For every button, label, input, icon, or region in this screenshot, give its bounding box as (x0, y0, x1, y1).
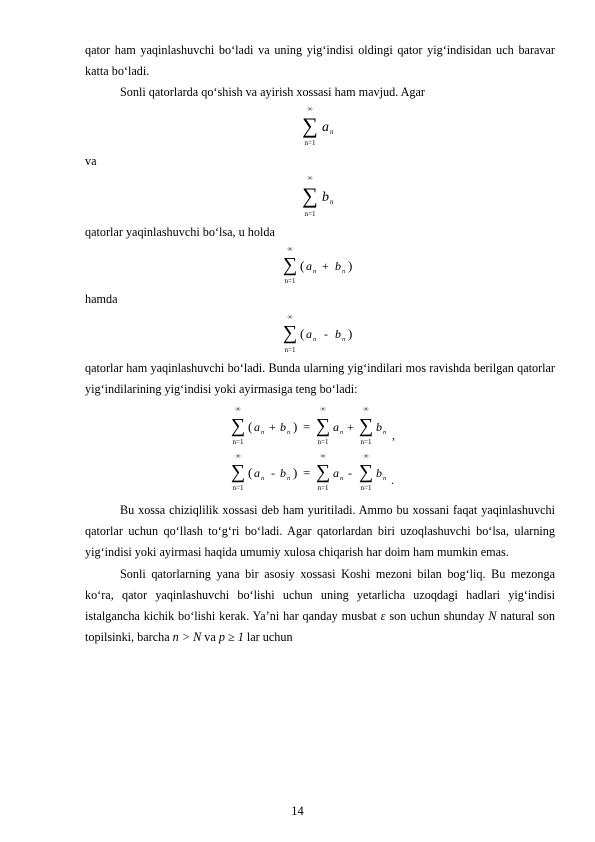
page-content (85, 40, 555, 648)
left-paren: ( (248, 465, 253, 480)
sigma-symbol: ∑ (302, 183, 318, 208)
term-b: b (376, 466, 382, 480)
term-a-subscript: n (313, 336, 317, 343)
p-geq-1-expression: p ≥ 1 (218, 630, 244, 644)
sum-lower-limit: n=1 (232, 484, 244, 492)
term-b: b (280, 420, 286, 434)
paragraph-1: qator ham yaqinlashuvchi bo‘ladi va uning yig‘indisi oldingi qator yig‘indisidan uch baravar katta bo‘ladi. (85, 43, 555, 78)
sum-lower-limit: n=1 (284, 346, 296, 354)
sum-lower-limit: n=1 (317, 438, 329, 446)
left-paren: ( (300, 326, 305, 341)
rhs-sum-b (359, 452, 373, 492)
term-b: b (335, 327, 341, 341)
sum-upper-limit: ∞ (320, 452, 326, 460)
sigma-symbol: ∑ (282, 322, 298, 344)
paragraph-7: Bu xossa chiziqlilik xossasi deb ham yuritiladi. Ammo bu xossani faqat yaqinlashuvchi qatorlar uchun qo‘llash to‘g‘ri bo‘ladi. Agar qatorlardan biri uzoqlashuvchi bo‘lsa, ularning yig‘indisi yoki ayirmasi haqida umumiy xulosa chiqarish har doim ham mumkin emas. (85, 503, 555, 559)
sigma-symbol: ∑ (302, 113, 318, 138)
N-symbol: N (488, 609, 497, 623)
paragraph-8-va: va (204, 630, 216, 644)
formula-linearity-difference (85, 451, 555, 495)
term-b-subscript: n (342, 268, 346, 275)
n-greater-N-expression: n > N (172, 630, 202, 644)
sigma-symbol: ∑ (315, 461, 331, 483)
paragraph-8-text: Sonli qatorlarning yana bir asosiy xossasi Koshi mezoni bilan bog‘liq. Bu mezonga ko‘ra, qator yaqinlashuvchi bo‘lishi uchun uning yetarlicha uzoqdagi hadlari yig‘indisi istalgancha kichik bo‘lishi kerak. Ya’ni har qanday musbat (85, 567, 555, 623)
paragraph-3: va (85, 154, 97, 168)
equals-sign: = (303, 419, 311, 434)
term-b: b (322, 190, 329, 205)
minus-sign: - (348, 466, 352, 480)
paragraph-8-after-epsilon: son uchun shunday (389, 609, 485, 623)
period: . (391, 473, 394, 487)
term-b-subscript: n (342, 336, 346, 343)
comma: , (392, 428, 395, 442)
term-b-subscript: n (383, 475, 387, 482)
term-a-subscript: n (261, 475, 265, 482)
sum-upper-limit: ∞ (307, 174, 313, 182)
term-b: b (280, 466, 286, 480)
rhs-sum-a (316, 405, 330, 446)
paragraph-6: qatorlar ham yaqinlashuvchi bo‘ladi. Bunda ularning yig‘indilari mos ravishda berilgan qatorlar yig‘indilarining yig‘indisi yoki ayirmasiga teng bo‘ladi: (85, 361, 555, 396)
sigma-symbol: ∑ (230, 415, 246, 437)
term-b: b (376, 420, 382, 434)
equals-sign: = (303, 465, 311, 480)
formula-sum-a-svg (300, 103, 340, 151)
minus-sign: - (271, 466, 275, 480)
paragraph-8-after-N: natural son topilsinki, barcha (85, 609, 555, 644)
paragraph-2: Sonli qatorlarda qo‘shish va ayirish xossasi ham mavjud. Agar (120, 85, 425, 99)
formula-sum-b (85, 172, 555, 222)
term-a-subscript: n (330, 128, 334, 136)
minus-sign: - (324, 327, 328, 341)
epsilon-symbol: ε (380, 609, 386, 623)
formula-sum-a-plus-b-svg (282, 243, 358, 289)
paragraph-4: qatorlar yaqinlashuvchi bo‘lsa, u holda (85, 225, 275, 239)
formula-sum-a-plus-b (85, 243, 555, 289)
term-b-subscript: n (383, 429, 387, 436)
formula-linearity-sum (85, 403, 555, 451)
term-a: a (333, 466, 339, 480)
sum-upper-limit: ∞ (287, 245, 293, 253)
sigma-symbol: ∑ (282, 254, 298, 276)
term-a: a (254, 466, 260, 480)
sum-upper-limit: ∞ (287, 313, 293, 321)
lhs-sum (231, 452, 245, 492)
sum-upper-limit: ∞ (307, 105, 313, 113)
sum-upper-limit: ∞ (235, 405, 241, 413)
term-b-subscript: n (287, 429, 291, 436)
term-a: a (322, 120, 329, 135)
plus-sign: + (322, 259, 329, 273)
sigma-symbol: ∑ (315, 415, 331, 437)
term-a-subscript: n (261, 429, 265, 436)
sum-upper-limit: ∞ (363, 405, 369, 413)
sum-upper-limit: ∞ (235, 452, 241, 460)
term-b: b (335, 259, 341, 273)
term-b-subscript: n (330, 198, 334, 206)
rhs-sum-b (359, 405, 373, 446)
right-paren: ) (293, 419, 298, 434)
formula-linearity-sum-svg (230, 403, 410, 451)
sum-lower-limit: n=1 (360, 438, 372, 446)
sigma-symbol: ∑ (230, 461, 246, 483)
sum-upper-limit: ∞ (320, 405, 326, 413)
formula-sum-a (85, 103, 555, 151)
sigma-symbol: ∑ (358, 415, 374, 437)
plus-sign: + (347, 420, 354, 434)
term-a: a (254, 420, 260, 434)
page-number: 14 (291, 804, 304, 818)
sum-lower-limit: n=1 (284, 277, 296, 285)
formula-sum-b-svg (300, 172, 340, 222)
term-a: a (333, 420, 339, 434)
term-a-subscript: n (340, 475, 344, 482)
term-a-subscript: n (340, 429, 344, 436)
formula-linearity-difference-svg (230, 451, 410, 495)
sum-lower-limit: n=1 (304, 210, 316, 218)
sum-lower-limit: n=1 (317, 484, 329, 492)
paragraph-8-end: lar uchun (246, 630, 293, 644)
left-paren: ( (248, 419, 253, 434)
term-a: a (306, 259, 312, 273)
term-b-subscript: n (287, 475, 291, 482)
sum-lower-limit: n=1 (232, 438, 244, 446)
sigma-symbol: ∑ (358, 461, 374, 483)
formula-sum-a-minus-b-svg (282, 310, 358, 358)
sum-lower-limit: n=1 (360, 484, 372, 492)
term-a: a (306, 327, 312, 341)
right-paren: ) (348, 326, 353, 341)
formula-sum-a-minus-b (85, 310, 555, 358)
paragraph-5: hamda (85, 292, 118, 306)
lhs-sum (231, 405, 245, 446)
plus-sign: + (269, 420, 276, 434)
left-paren: ( (300, 258, 305, 273)
rhs-sum-a (316, 452, 330, 492)
right-paren: ) (348, 258, 353, 273)
sum-upper-limit: ∞ (363, 452, 369, 460)
sum-lower-limit: n=1 (304, 139, 316, 147)
term-a-subscript: n (313, 268, 317, 275)
right-paren: ) (293, 465, 298, 480)
paragraph-8 (85, 564, 555, 648)
